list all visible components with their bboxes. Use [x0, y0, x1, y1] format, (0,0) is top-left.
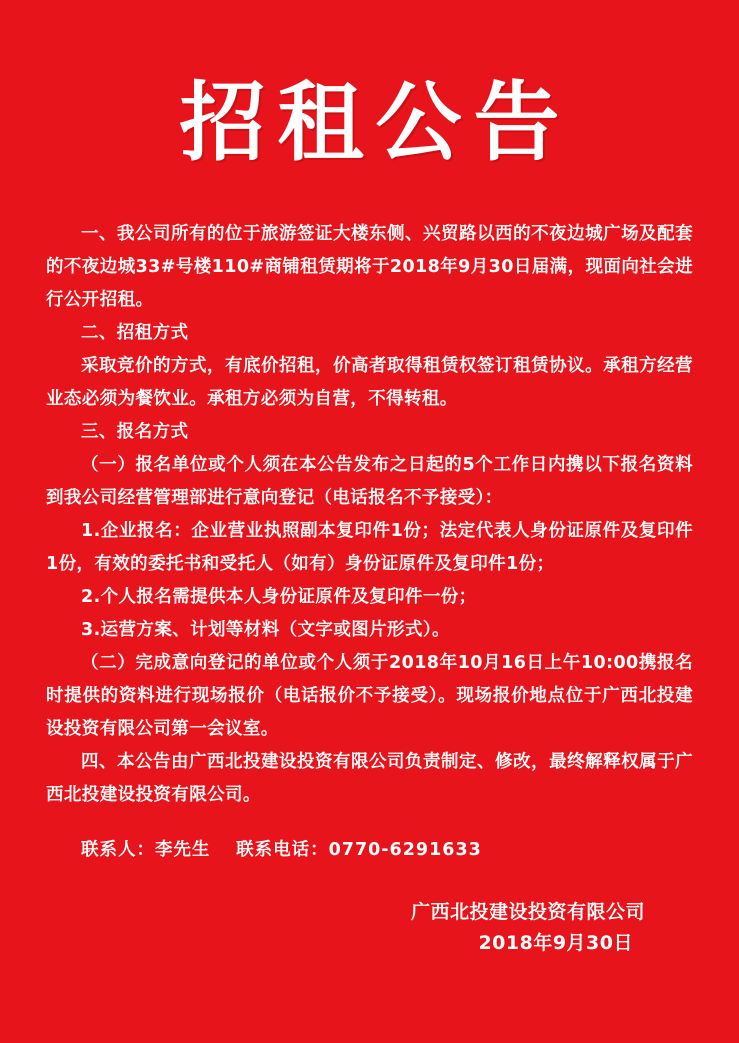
paragraph-4: 三、报名方式	[81, 422, 189, 443]
paragraph-3: 采取竞价的方式，有底价招租，价高者取得租赁权签订租赁协议。承租方经营业态必须为餐饮业。承租方必须为自营，不得转租。	[46, 356, 693, 410]
signature-company: 广西北投建设投资有限公司	[410, 901, 645, 924]
paragraph-9: （二）完成意向登记的单位或个人须于2018年10月16日上午10:00携报名时提供的资料进行现场报价（电话报价不予接受）。现场报价地点位于广西北投建设投资有限公司第一会议室。	[46, 653, 693, 740]
page-title: 招租公告	[179, 72, 572, 173]
paragraph-2: 二、招租方式	[81, 323, 189, 344]
paragraph-10: 四、本公告由广西北投建设投资有限公司负责制定、修改，最终解释权属于广西北投建设投资有限公司。	[46, 752, 693, 806]
paragraph-6: 1.企业报名：企业营业执照副本复印件1份；法定代表人身份证原件及复印件1份，有效的委托书和受托人（如有）身份证原件及复印件1份；	[46, 521, 693, 575]
paragraph-7: 2.个人报名需提供本人身份证原件及复印件一份；	[81, 587, 477, 608]
contact-info: 联系人：李先生 联系电话：0770-6291633	[81, 840, 482, 861]
announcement-body	[46, 218, 693, 812]
paragraph-5: （一）报名单位或个人须在本公告发布之日起的5个工作日内携以下报名资料到我公司经营管理部进行意向登记（电话报名不予接受）：	[46, 455, 693, 509]
signature-date: 2018年9月30日	[478, 932, 633, 955]
paragraph-1: 一、我公司所有的位于旅游签证大楼东侧、兴贸路以西的不夜边城广场及配套的不夜边城33#号楼110#商铺租赁期将于2018年9月30日届满，现面向社会进行公开招租。	[46, 224, 693, 311]
paragraph-8: 3.运营方案、计划等材料（文字或图片形式）。	[81, 620, 450, 641]
signature-block	[46, 897, 693, 959]
